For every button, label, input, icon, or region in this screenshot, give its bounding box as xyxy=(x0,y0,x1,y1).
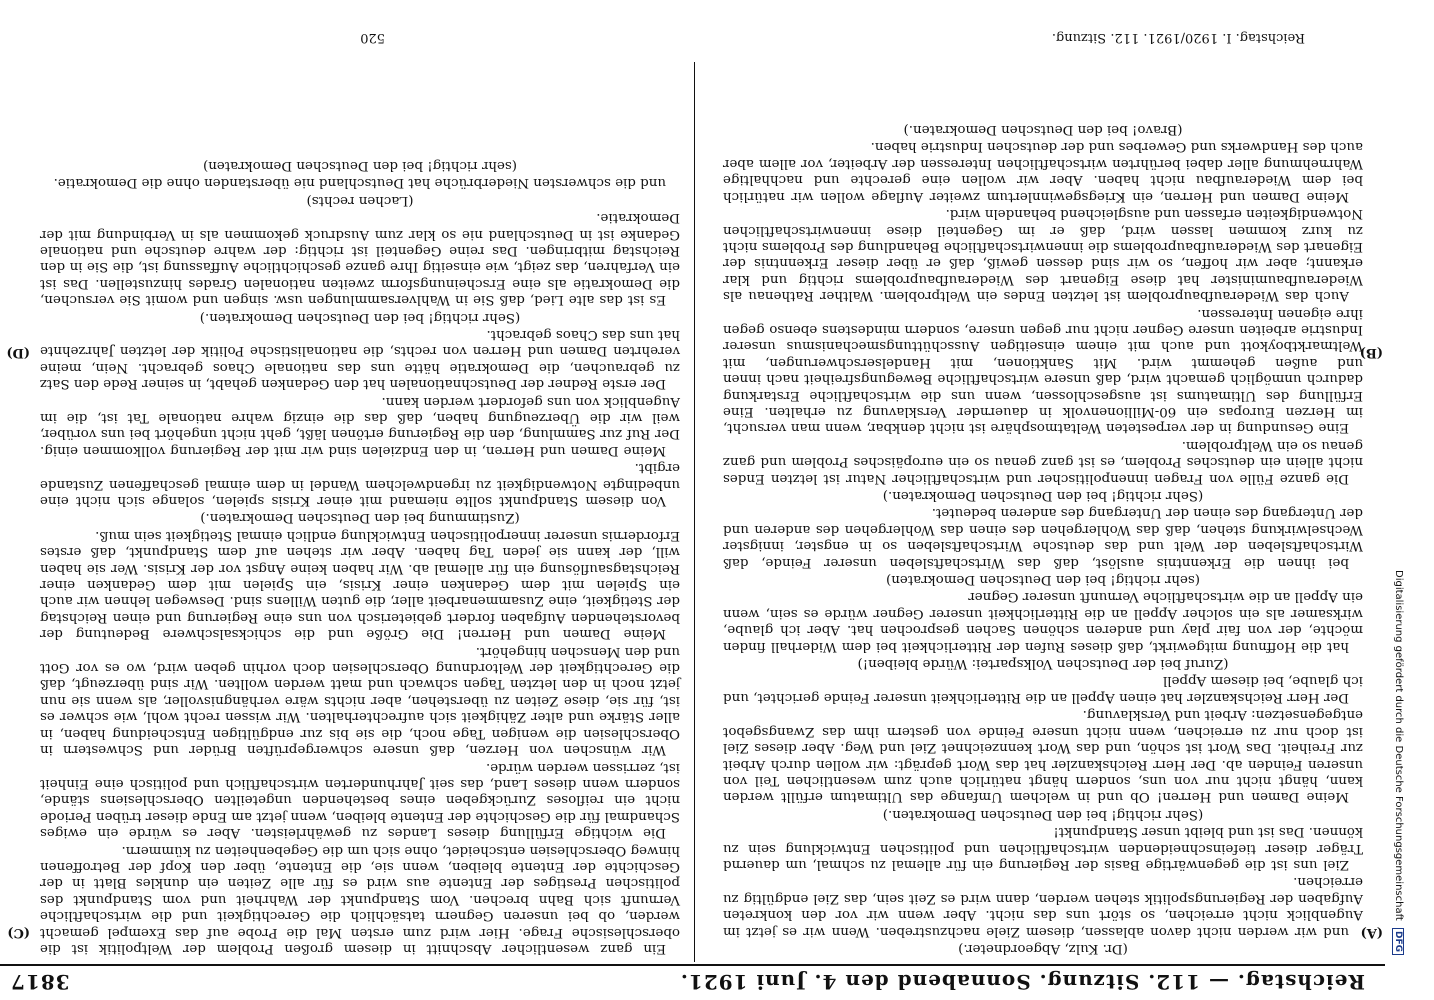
paragraph: Wir wünschen von Herzen, daß unsere schwergeprüften Brüder und Schwestern in Oberschlesien die wenigen Tage noch, die sie bis zur endgültigen Entscheidung haben, in aller Stärke und alter Zähigkeit sich aufrechterhalten. Wir wissen recht wohl, wie schwer es ist, für sie, diese Zeiten zu überstehen, aber nichts wäre verhängnisvoller, als wenn sie nun jetzt noch in den letzten Tagen schwach und matt werden wollten. Wir sind überzeugt, daß die Gerechtigkeit der Weltordnung Oberschlesien doch vorhin geben wird, wo es vor Gott und den Menschen hingehört. xyxy=(40,643,680,758)
paragraph: Die ganze Fülle von Fragen innenpolitischer und wirtschaftlicher Natur ist letzten Endes nicht allein ein deutsches Problem, es ist ganz genau so ein europäisches Problem und ganz genau so ein Weltproblem. xyxy=(723,437,1363,486)
paragraph: Es ist das alte Lied, daß Sie in Wahlversammlungen usw. singen und womit Sie versuchen, die Demokratie als eine Erscheinungsform zweiten nationalen Grades hinzustellen. Das ist ein Verfahren, das zeigt, wie einseitig Ihre ganze geschichtliche Auffassung ist, die Sie in den Reichstag mitbringen. Das reine Gegenteil ist richtig: der wahre deutsche und nationale Gedanke ist in Deutschland nie so klar zum Ausdruck gekommen als in Verbindung mit der Demokratie. xyxy=(40,210,680,308)
paragraph: (sehr richtig! bei den Deutschen Demokraten) xyxy=(886,572,1200,588)
paragraph: Ein ganz wesentlicher Abschnitt in diesem großen Problem der Weltpolitik ist die oberschlesische Frage. Hier wird zum ersten Mal die Probe auf das Exempel gemacht werden, ob bei unseren Gegnern tatsächlich die Gerechtigkeit und die wirtschaftliche Vernunft sich Bahn brechen. Vom Standpunkt der Wahrheit und vom Standpunkt des politischen Prestiges der Entente aus wird es für alle Zeiten ein dunkles Blatt in der Geschichte der Entente bleiben, wenn sie, die Entente, über den Kopf der Betroffenen hinweg Oberschlesien entscheidet, ohne sich um die Gegebenheiten zu kümmern. xyxy=(40,842,680,956)
paragraph: (Zuruf bei der Deutschen Volkspartei: Würde bleiben!) xyxy=(857,656,1229,672)
credit-text: Digitalisierung gefördert durch die Deutsche Forschungsgemeinschaft xyxy=(1393,570,1404,921)
right-column xyxy=(40,156,680,957)
paragraph: und die schwersten Niederbrüche hat Deutschland nie überstanden ohne die Demokratie. xyxy=(53,175,666,191)
paragraph: bei ihnen die Erkenntnis auslöst, daß das Wirtschaftsleben unserer Feinde, daß Wirtschaftsleben der Welt und das deutsche Wirtschaftsleben so in engster, innigster Wechselwirkung stehen, daß das Wohlergehen des einen das Wohlergehen des anderen und der Untergang des einen der Untergang des anderen bedeutet. xyxy=(723,505,1363,570)
paragraph: (Lachen rechts) xyxy=(306,192,414,208)
paragraph: (sehr richtig! bei den Deutschen Demokraten) xyxy=(203,157,517,173)
footer-page: 520 xyxy=(360,30,385,45)
paragraph: und wir werden nicht davon ablassen, diesem Ziele nachzustreben. Wenn wir es jetzt im Augenblick nicht erreichen, so stört uns das nicht. Aber wenn wir vor den konkreten Aufgaben der Regierungspolitik stehen werden, dann wird es Zeit sein, das Ziel endgültig zu erreichen. xyxy=(723,874,1363,939)
paragraph: (Sehr richtig! bei den Deutschen Demokraten.) xyxy=(882,806,1204,822)
page-number: 3817 xyxy=(10,970,70,994)
column-divider xyxy=(694,62,695,962)
paragraph: Von diesem Standpunkt sollte niemand mit einer Krisis spielen, solange sich nicht eine unbedingte Notwendigkeit zu irgendwelchem Wandel in dem einmal geschaffenen Zustande ergibt. xyxy=(40,460,680,509)
paragraph: (Sehr richtig! bei den Deutschen Demokraten.) xyxy=(882,488,1204,504)
paragraph: Meine Damen und Herren, in den Endzielen sind wir mit der Regierung vollkommen einig. Der Ruf zur Sammlung, den die Regierung ertönen läßt, geht nicht ungehört bei uns vorüber, weil wir die Überzeugung haben, daß das die einzig wahre nationale Tat ist, die im Augenblick von uns gefordert werden kann. xyxy=(40,393,680,458)
paragraph: Eine Gesundung in der verpesteten Weltatmosphäre ist nicht denkbar, wenn man versucht, im Herzen Europas ein 60-Millionenvolk in dauernder Versklavung zu erhalten. Eine Erfüllung des Ultimatums ist ausgeschlossen, wenn uns die wirtschaftliche Erstarkung dadurch unmöglich gemacht wird, daß unsere wirtschaftliche Bewegungsfreiheit nach innen und außen gehemmt wird. Mit Sanktionen, mit Handelserschwerungen, mit Weltmarktboykott und auch mit einem einseitigen Ausschüttungsmechanismus unserer Industrie arbeiten unsere Gegner nicht nur gegen unsere, sondern mindestens ebenso gegen ihre eigenen Interessen. xyxy=(723,305,1363,436)
paragraph: (Sehr richtig! bei den Deutschen Demokraten.) xyxy=(199,309,521,325)
page-header xyxy=(0,960,1385,1000)
left-column xyxy=(723,120,1363,956)
header-title: Reichstag. — 112. Sitzung. Sonnabend den 4. Juni 1921. xyxy=(679,970,1365,994)
paragraph: (Zustimmung bei den Deutschen Demokraten.) xyxy=(200,510,520,526)
margin-mark-c: (C) xyxy=(7,925,30,940)
paragraph: Die wichtige Erfüllung dieses Landes zu gewährleisten. Aber es würde ein ewiges Schandmal für die Geschichte der Entente bleiben, wenn jetzt am Ende dieser trüben Periode nicht ein reifloses Zurückgeben eines bestehenden ungeteilten Oberschlesiens stände, sondern wenn dieses Land, das seit Jahrhunderten wirtschaftlich und politisch eine Einheit ist, zerrissen werden würde. xyxy=(40,759,680,841)
paragraph: (Bravo! bei den Deutschen Demokraten.) xyxy=(903,122,1183,138)
paragraph: Meine Damen und Herren! Die Größe und die schicksalschwere Bedeutung der bevorstehenden Aufgaben fordert gebieterisch von uns eine Regierung und einen Reichstag der Stetigkeit, eine Zusammenarbeit aller, die guten Willens sind. Deswegen lehnen wir auch ein Spielen mit dem Gedanken einer Krisis, ein Spielen mit dem Gedanken einer Reichstagsauflösung ein für allemal ab. Wir haben keine Angst vor der Krisis. Wer sie haben will, der kann sie jeden Tag haben. Aber wir stehen auf dem Standpunkt, daß erstes Erfordernis unserer innerpolitischen Entwicklung endlich einmal Stetigkeit sein muß. xyxy=(40,527,680,642)
margin-mark-b: (B) xyxy=(1359,345,1383,360)
footer-left: Reichstag. I. 1920/1921. 112. Sitzung. xyxy=(1051,30,1305,45)
paragraph: Meine Damen und Herren! Ob und in welchem Umfange das Ultimatum erfüllt werden kann, hängt nicht nur von uns, sondern hängt natürlich auch zum wesentlichen Teil von unseren Feinden ab. Der Herr Reichskanzler hat das Wort geprägt: wir wollen durch Arbeit zur Freiheit. Das Wort ist schön, und das Wort kennzeichnet Ziel und Weg. Aber dieses Ziel ist doch nur zu erreichen, wenn nicht unsere Feinde von gestern ihm das Zwangsgebot entgegensetzen: Arbeit und Versklavung. xyxy=(723,707,1363,805)
header-rule xyxy=(0,964,1385,966)
paragraph: (Dr. Kulz, Abgeordneter.) xyxy=(958,941,1128,956)
paragraph: Der erste Redner der Deutschnationalen hat den Gedanken gehabt, in seiner Rede den Satz zu gebrauchen, die Demokratie hätte uns das nationale Chaos gebracht. Nein, meine verehrten Damen und Herren von rechts, die nationalistische Politik der letzten Jahrzehnte hat uns das Chaos gebracht. xyxy=(40,326,680,392)
paragraph: Auch das Wiederaufbauproblem ist letzten Endes ein Weltproblem. Walther Rathenau als Wiederaufbauminister hat diese Eigenart des Wiederaufbauproblems richtig und klar erkannt; aber wir hoffen, so wir sind dessen gewiß, daß er über dieser Erkenntnis der Eigenart des Wiederaufbauproblems die innenwirtschaftliche Behandlung des Problems nicht zu kurz kommen lassen wird, daß er im Gegenteil diese innenwirtschaftlichen Notwendigkeiten erfassen und ausgleichend behandeln wird. xyxy=(723,206,1363,304)
dfg-logo: DFG xyxy=(1392,928,1404,955)
margin-mark-d: (D) xyxy=(6,345,30,360)
paragraph: Der Herr Reichskanzler hat einen Appell an die Ritterlichkeit unserer Feinde gerichtet, und ich glaube, bei diesem Appell xyxy=(723,673,1363,705)
paragraph: Meine Damen und Herren, ein Kriegsgewinnlertum zweiter Auflage wollen wir natürlich bei dem Wiederaufbau nicht haben. Aber wir wollen eine gerechte und nachhaltige Wahrnehmung aller dabei berührten wirtschaftlichen Interessen der Arbeiter, vor allem aber auch des Handwerks und Gewerbes und der deutschen Industrie haben. xyxy=(723,139,1363,204)
paragraph: Ziel uns ist die gegenwärtige Basis der Regierung ein für allemal zu schmal, um dauernd Träger dieser tiefeinschneidenden wirtschaftlichen und politischen Entwicklung sein zu können. Das ist und bleibt unser Standpunkt! xyxy=(723,824,1363,872)
paragraph: hat die Hoffnung mitgewirkt, daß dieses Rufen der Ritterlichkeit bei dem Widerhall finden möchte, der von fair play und anderen schönen Sachen gesprochen hat. Aber ich glaube, wirksamer als ein solcher Appell an die Ritterlichkeit unserer Gegner würde es sein, wenn ein Appell an die wirtschaftliche Vernunft unserer Gegner xyxy=(723,589,1363,654)
digitization-credit xyxy=(1388,570,1404,1000)
margin-mark-a: (A) xyxy=(1360,925,1383,940)
